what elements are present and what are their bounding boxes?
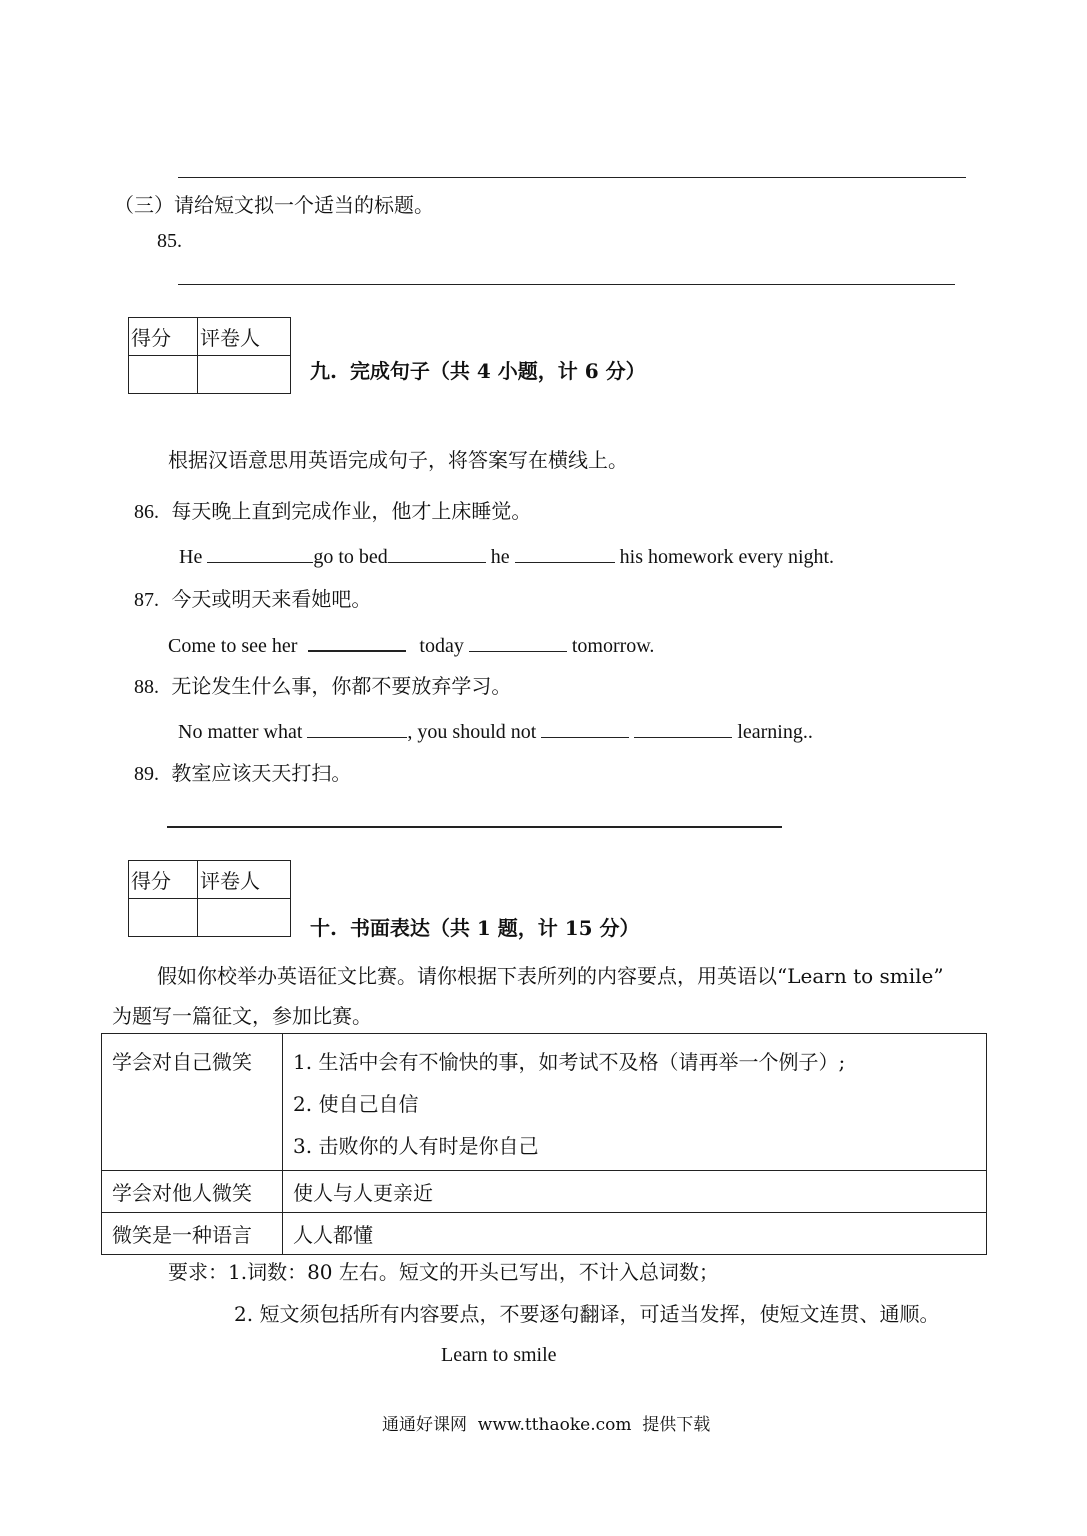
q89-chinese: 教室应该天天打扫。 xyxy=(171,761,352,785)
q87-chinese: 今天或明天来看她吧。 xyxy=(171,587,372,611)
q88-text-4: learning.. xyxy=(732,721,813,743)
section10-title: 书面表达（共 1 题，计 15 分） xyxy=(349,916,640,940)
topic-cell: 学会对他人微笑 xyxy=(102,1171,283,1213)
section10-heading xyxy=(310,912,640,941)
q89-answer-line[interactable] xyxy=(167,826,782,828)
page-footer: 通通好课网 www.tthaoke.com 提供下载 xyxy=(382,1415,711,1435)
table-row xyxy=(102,1034,987,1171)
topic-cell: 学会对自己微笑 xyxy=(102,1034,283,1171)
q86-text-1: He xyxy=(179,546,208,568)
requirement-2: 2. 短文须包括所有内容要点，不要逐句翻译，可适当发挥，使短文连贯、通顺。 xyxy=(234,1302,940,1326)
q88-blank-3[interactable] xyxy=(634,719,732,738)
q86-text-2: go to bed xyxy=(313,546,388,568)
q88-blank-1[interactable] xyxy=(307,719,407,738)
score-cell xyxy=(129,356,198,394)
section10-number: 十. xyxy=(310,916,337,940)
q86-prompt xyxy=(134,499,531,524)
point-item: 2. 使自己自信 xyxy=(293,1092,419,1116)
q88-number: 88. xyxy=(134,676,159,698)
q87-text-2: today xyxy=(414,635,469,657)
table-row xyxy=(102,1171,987,1213)
point-item: 3. 击败你的人有时是你自己 xyxy=(293,1134,539,1158)
grader-cell xyxy=(198,899,291,937)
q88-text-1: No matter what xyxy=(178,721,308,743)
requirement-1: 要求：1.词数：80 左右。短文的开头已写出，不计入总词数； xyxy=(168,1260,719,1284)
grader-label: 评卷人 xyxy=(198,318,291,356)
q87-text-3: tomorrow. xyxy=(566,635,655,657)
q87-answer-line xyxy=(168,632,654,658)
section10-intro-line1: 假如你校举办英语征文比赛。请你根据下表所列的内容要点，用英语以“Learn to smile” xyxy=(157,964,944,988)
grader-label: 评卷人 xyxy=(198,861,291,899)
q86-blank-2[interactable] xyxy=(388,544,486,563)
q87-blank-2[interactable] xyxy=(469,633,567,652)
q89-prompt xyxy=(134,761,351,786)
q88-prompt xyxy=(134,674,511,699)
section9-instruction: 根据汉语意思用英语完成句子，将答案写在横线上。 xyxy=(168,448,628,472)
essay-title: Learn to smile xyxy=(441,1344,557,1366)
part3-prompt: （三）请给短文拟一个适当的标题。 xyxy=(114,193,434,217)
points-cell: 使人与人更亲近 xyxy=(283,1171,987,1213)
q88-text-2: , you should not xyxy=(407,721,542,743)
q86-number: 86. xyxy=(134,501,159,523)
q86-text-3: he xyxy=(485,546,515,568)
points-cell: 人人都懂 xyxy=(283,1213,987,1255)
content-points-table xyxy=(101,1033,987,1255)
topic-cell: 微笑是一种语言 xyxy=(102,1213,283,1255)
score-box-section9 xyxy=(128,317,291,394)
answer-line-85 xyxy=(178,284,955,285)
score-label: 得分 xyxy=(129,861,198,899)
section9-number: 九. xyxy=(310,359,337,383)
grader-cell xyxy=(198,356,291,394)
point-item: 1. 生活中会有不愉快的事，如考试不及格（请再举一个例子）; xyxy=(293,1050,846,1074)
answer-line-top xyxy=(178,177,966,178)
q86-text-4: his homework every night. xyxy=(614,546,835,568)
q87-prompt xyxy=(134,587,371,612)
q87-blank-1[interactable] xyxy=(308,632,406,652)
q89-number: 89. xyxy=(134,763,159,785)
q88-answer-line xyxy=(178,719,813,744)
q85-number: 85. xyxy=(157,230,182,252)
score-label: 得分 xyxy=(129,318,198,356)
q86-answer-line xyxy=(179,544,834,569)
q87-number: 87. xyxy=(134,589,159,611)
q88-blank-2[interactable] xyxy=(541,719,629,738)
score-box-section10 xyxy=(128,860,291,937)
q87-text-1: Come to see her xyxy=(168,635,303,657)
q86-blank-3[interactable] xyxy=(515,544,615,563)
section10-intro-line2: 为题写一篇征文，参加比赛。 xyxy=(112,1004,372,1028)
score-cell xyxy=(129,899,198,937)
points-cell xyxy=(283,1034,987,1171)
section9-title: 完成句子（共 4 小题，计 6 分） xyxy=(349,359,646,383)
table-row xyxy=(102,1213,987,1255)
q86-chinese: 每天晚上直到完成作业，他才上床睡觉。 xyxy=(171,499,532,523)
section9-heading xyxy=(310,355,646,384)
q88-chinese: 无论发生什么事，你都不要放弃学习。 xyxy=(171,674,512,698)
q86-blank-1[interactable] xyxy=(207,544,313,563)
